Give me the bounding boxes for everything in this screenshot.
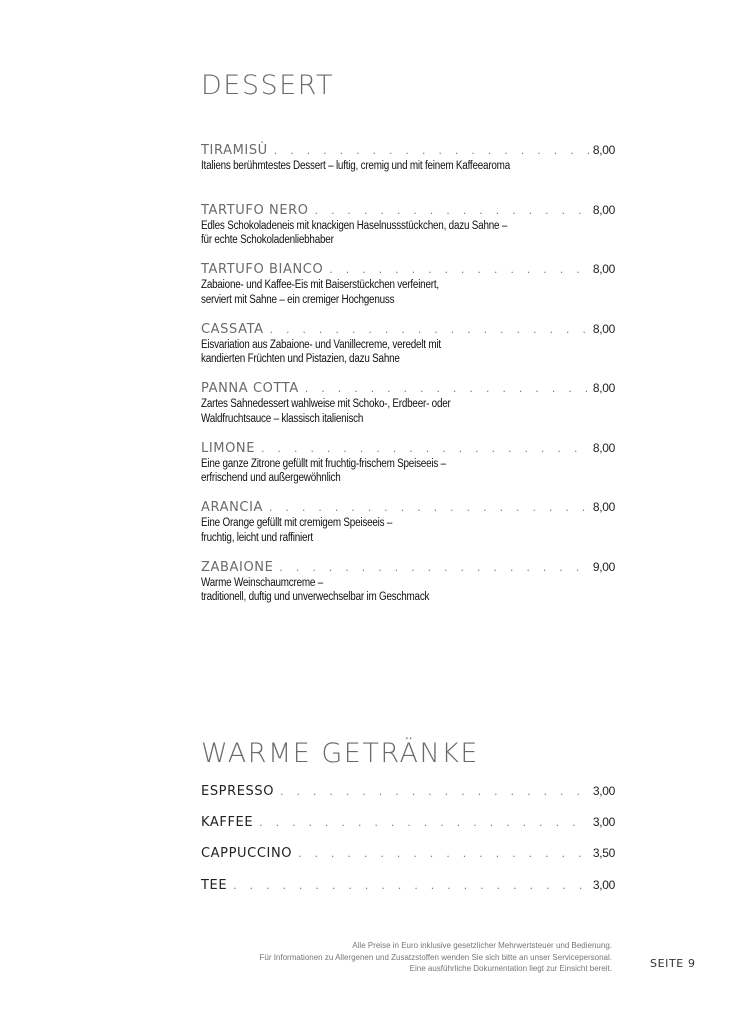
item-price: 8,00: [592, 500, 615, 514]
item-description-line: Edles Schokoladeneis mit knackigen Haselnussstückchen, dazu Sahne –: [201, 219, 508, 232]
item-name: LIMONE: [201, 440, 256, 456]
item-description-line: Eine ganze Zitrone gefüllt mit fruchtig-frischem Speiseeis –: [201, 457, 446, 470]
item-description: [201, 338, 579, 367]
item-name: KAFFEE: [201, 815, 254, 831]
item-name: CASSATA: [201, 321, 264, 337]
item-name: ZABAIONE: [201, 559, 274, 575]
leader-dots: [280, 783, 589, 800]
item-description-line: Eine Orange gefüllt mit cremigem Speiseeis –: [201, 517, 393, 529]
leader-dots: [298, 845, 589, 862]
item-name: TIRAMISÙ: [201, 143, 268, 158]
item-description-line: serviert mit Sahne – ein cremiger Hochgenuss: [201, 293, 395, 306]
menu-item: [201, 202, 615, 262]
item-price: 3,00: [592, 784, 615, 798]
item-description-line: Eisvariation aus Zabaione- und Vanillecreme, veredelt mit: [201, 338, 441, 351]
leader-dots: [269, 499, 589, 516]
disclaimer-line: Für Informationen zu Allergenen und Zusatzstoffen wenden Sie sich bitte an unser Servicepersonal.: [259, 952, 612, 962]
item-price: 8,00: [592, 202, 615, 217]
dessert-heading: DESSERT: [201, 70, 334, 101]
item-price: 8,00: [592, 262, 615, 276]
disclaimer-line: Alle Preise in Euro inklusive gesetzlicher Mehrwertsteuer und Bedienung.: [352, 941, 612, 950]
item-name: CAPPUCCINO: [201, 846, 293, 862]
menu-item: [201, 380, 615, 440]
item-description-line: Warme Weinschaumcreme –: [201, 576, 324, 589]
leader-dots: [259, 814, 589, 831]
item-price: 3,00: [592, 815, 615, 830]
item-description-line: fruchtig, leicht und raffiniert: [201, 531, 313, 544]
item-price: 3,50: [592, 846, 615, 861]
item-description: [201, 278, 579, 307]
item-description-line: Zabaione- und Kaffee-Eis mit Baiserstückchen verfeinert,: [201, 279, 439, 291]
item-description-line: kandierten Früchten und Pistazien, dazu Sahne: [201, 353, 400, 365]
page-number: SEITE 9: [650, 957, 696, 970]
menu-item: [201, 142, 615, 202]
item-description-line: Waldfruchtsauce – klassisch italienisch: [201, 412, 364, 425]
warm-drinks-list: [201, 783, 615, 908]
disclaimer-line: Eine ausführliche Dokumentation liegt zur Einsicht bereit.: [409, 964, 612, 973]
leader-dots: [270, 321, 589, 338]
leader-dots: [315, 202, 589, 219]
item-name: TEE: [201, 877, 228, 893]
leader-dots: [279, 559, 588, 576]
menu-item: [201, 499, 615, 559]
menu-item: [201, 559, 615, 619]
item-name: TARTUFO NERO: [201, 202, 309, 218]
item-name: PANNA COTTA: [201, 381, 299, 396]
leader-dots: [233, 877, 589, 894]
leader-dots: [274, 142, 589, 159]
item-description: [201, 219, 579, 248]
dessert-list: [201, 142, 615, 618]
menu-item: [201, 261, 615, 321]
item-description: [201, 159, 579, 174]
item-description-line: Italiens berühmtestes Dessert – luftig, cremig und mit feinem Kaffeearoma: [201, 160, 510, 172]
item-description: [201, 516, 579, 545]
item-name: TARTUFO BIANCO: [201, 262, 324, 277]
item-description-line: für echte Schokoladenliebhaber: [201, 234, 334, 246]
item-price: 3,00: [592, 877, 615, 892]
item-name: ARANCIA: [201, 500, 264, 515]
leader-dots: [261, 440, 589, 457]
item-description: [201, 397, 579, 426]
item-price: 9,00: [592, 559, 615, 574]
item-price: 8,00: [592, 143, 615, 157]
warm-drinks-heading: WARME GETRÄNKE: [201, 738, 479, 769]
menu-item: [201, 440, 615, 500]
item-price: 8,00: [592, 321, 615, 336]
menu-item: [201, 321, 615, 381]
menu-item: [201, 814, 615, 845]
item-price: 8,00: [592, 381, 615, 395]
item-description-line: Zartes Sahnedessert wahlweise mit Schoko-, Erdbeer- oder: [201, 398, 451, 410]
item-description-line: erfrischend und außergewöhnlich: [201, 472, 341, 484]
item-description: [201, 576, 579, 605]
price-disclaimer: [259, 940, 612, 975]
item-description-line: traditionell, duftig und unverwechselbar im Geschmack: [201, 591, 430, 603]
menu-item: [201, 783, 615, 814]
leader-dots: [329, 261, 589, 278]
menu-item: [201, 877, 615, 908]
item-name: ESPRESSO: [201, 784, 275, 799]
leader-dots: [305, 380, 589, 397]
item-description: [201, 457, 579, 486]
item-price: 8,00: [592, 440, 615, 455]
menu-item: [201, 845, 615, 876]
